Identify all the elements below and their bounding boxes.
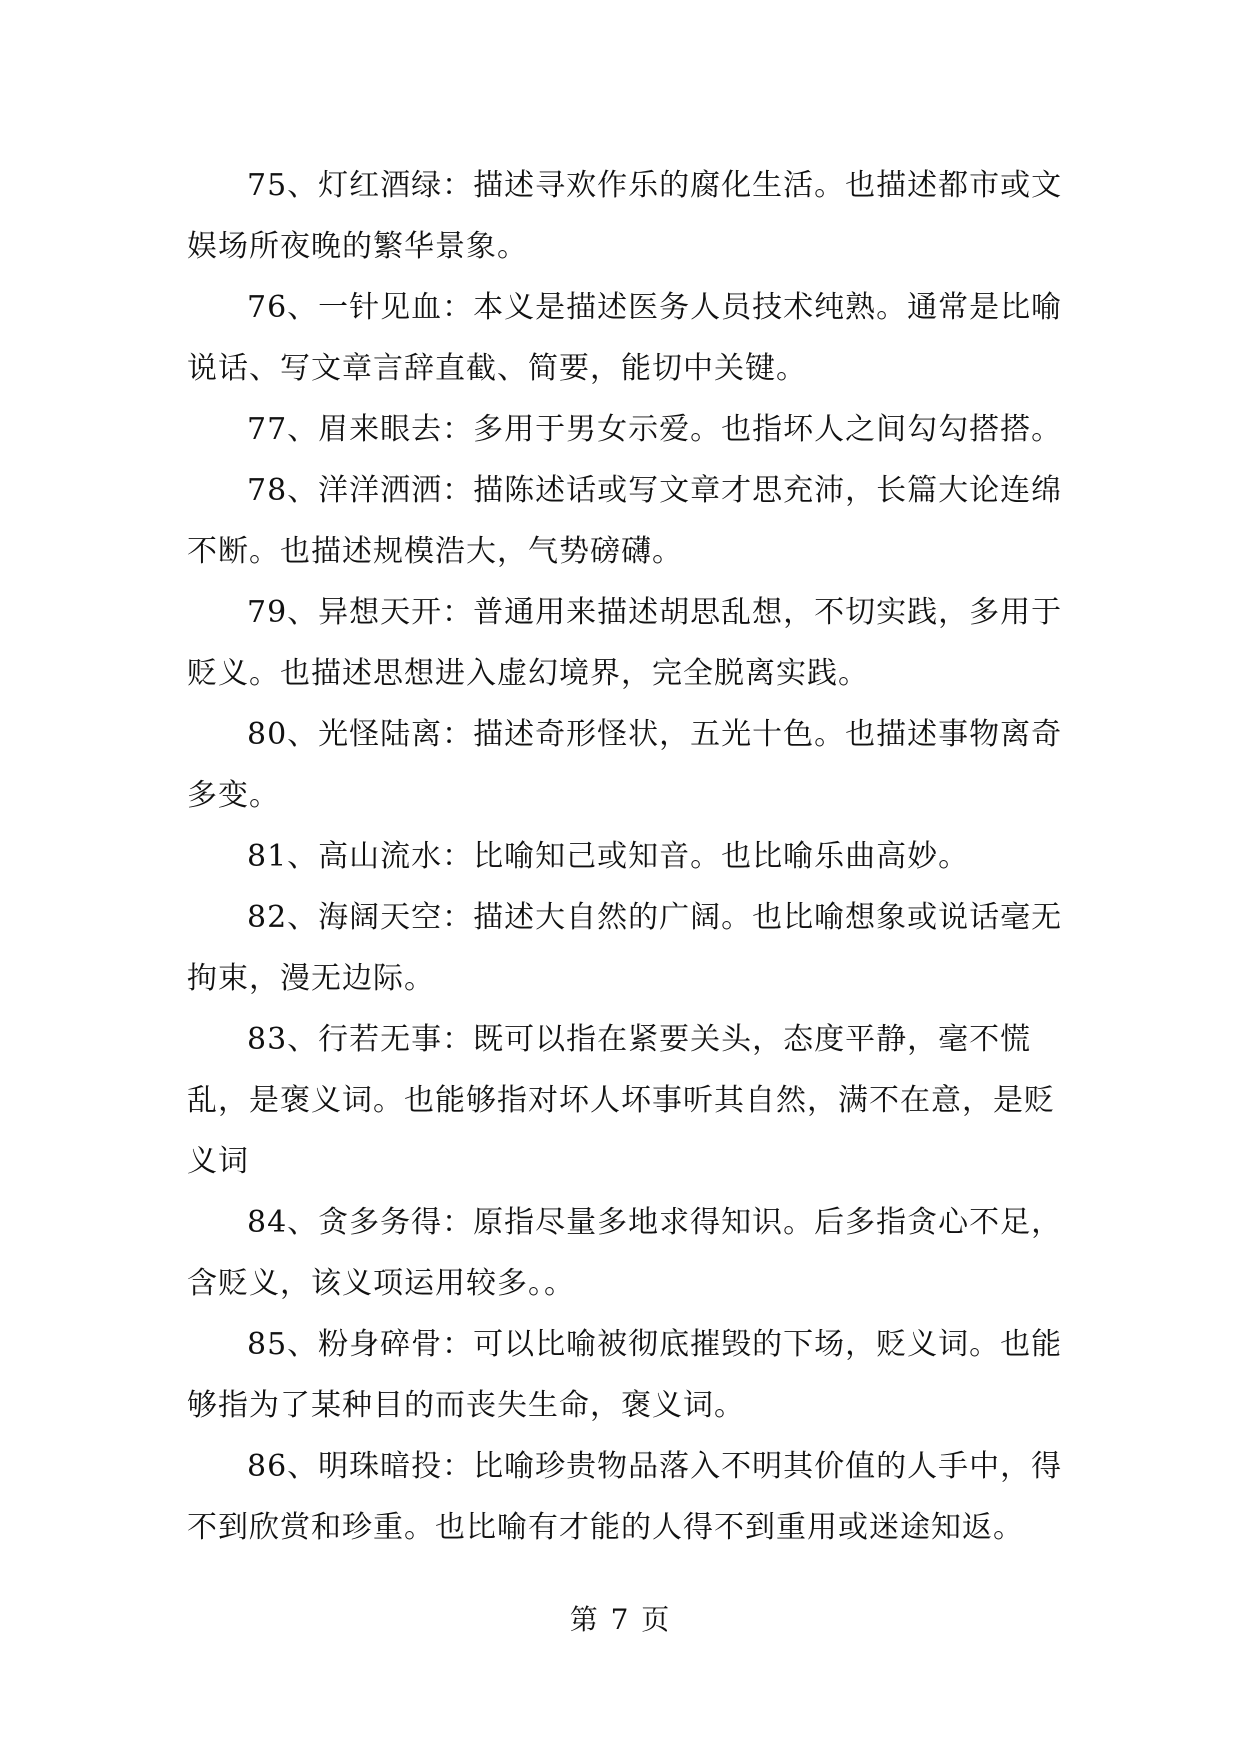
idiom-entry-78: 78、洋洋洒洒：描陈述话或写文章才思充沛，长篇大论连绵不断。也描述规模浩大，气势磅礴。 — [187, 473, 1063, 569]
idiom-entry-84: 84、贪多务得：原指尽量多地求得知识。后多指贪心不足，含贬义，该义项运用较多。。 — [187, 1205, 1063, 1301]
idiom-entry-76: 76、一针见血：本义是描述医务人员技术纯熟。通常是比喻说话、写文章言辞直截、简要，能切中关键。 — [187, 290, 1063, 386]
idiom-entry-83: 83、行若无事：既可以指在紧要关头，态度平静，毫不慌乱，是褒义词。也能够指对坏人坏事听其自然，满不在意，是贬义词 — [187, 1022, 1055, 1179]
idiom-entry-77: 77、眉来眼去：多用于男女示爱。也指坏人之间勾勾搭搭。 — [247, 412, 1063, 447]
idiom-entry-86: 86、明珠暗投：比喻珍贵物品落入不明其价值的人手中，得不到欣赏和珍重。也比喻有才能的人得不到重用或迷途知返。 — [187, 1449, 1063, 1545]
idiom-entry-85: 85、粉身碎骨：可以比喻被彻底摧毁的下场，贬义词。也能够指为了某种目的而丧失生命，褒义词。 — [187, 1327, 1063, 1423]
page-number: 第 7 页 — [569, 1603, 672, 1636]
idiom-entry-81: 81、高山流水：比喻知己或知音。也比喻乐曲高妙。 — [247, 839, 970, 874]
idiom-entry-82: 82、海阔天空：描述大自然的广阔。也比喻想象或说话毫无拘束，漫无边际。 — [187, 900, 1063, 996]
idiom-list — [187, 155, 1067, 1558]
idiom-entry-75: 75、灯红酒绿：描述寻欢作乐的腐化生活。也描述都市或文娱场所夜晚的繁华景象。 — [187, 168, 1063, 264]
idiom-entry-80: 80、光怪陆离：描述奇形怪状，五光十色。也描述事物离奇多变。 — [187, 717, 1063, 813]
idiom-entry-79: 79、异想天开：普通用来描述胡思乱想，不切实践，多用于贬义。也描述思想进入虚幻境界，完全脱离实践。 — [187, 595, 1063, 691]
